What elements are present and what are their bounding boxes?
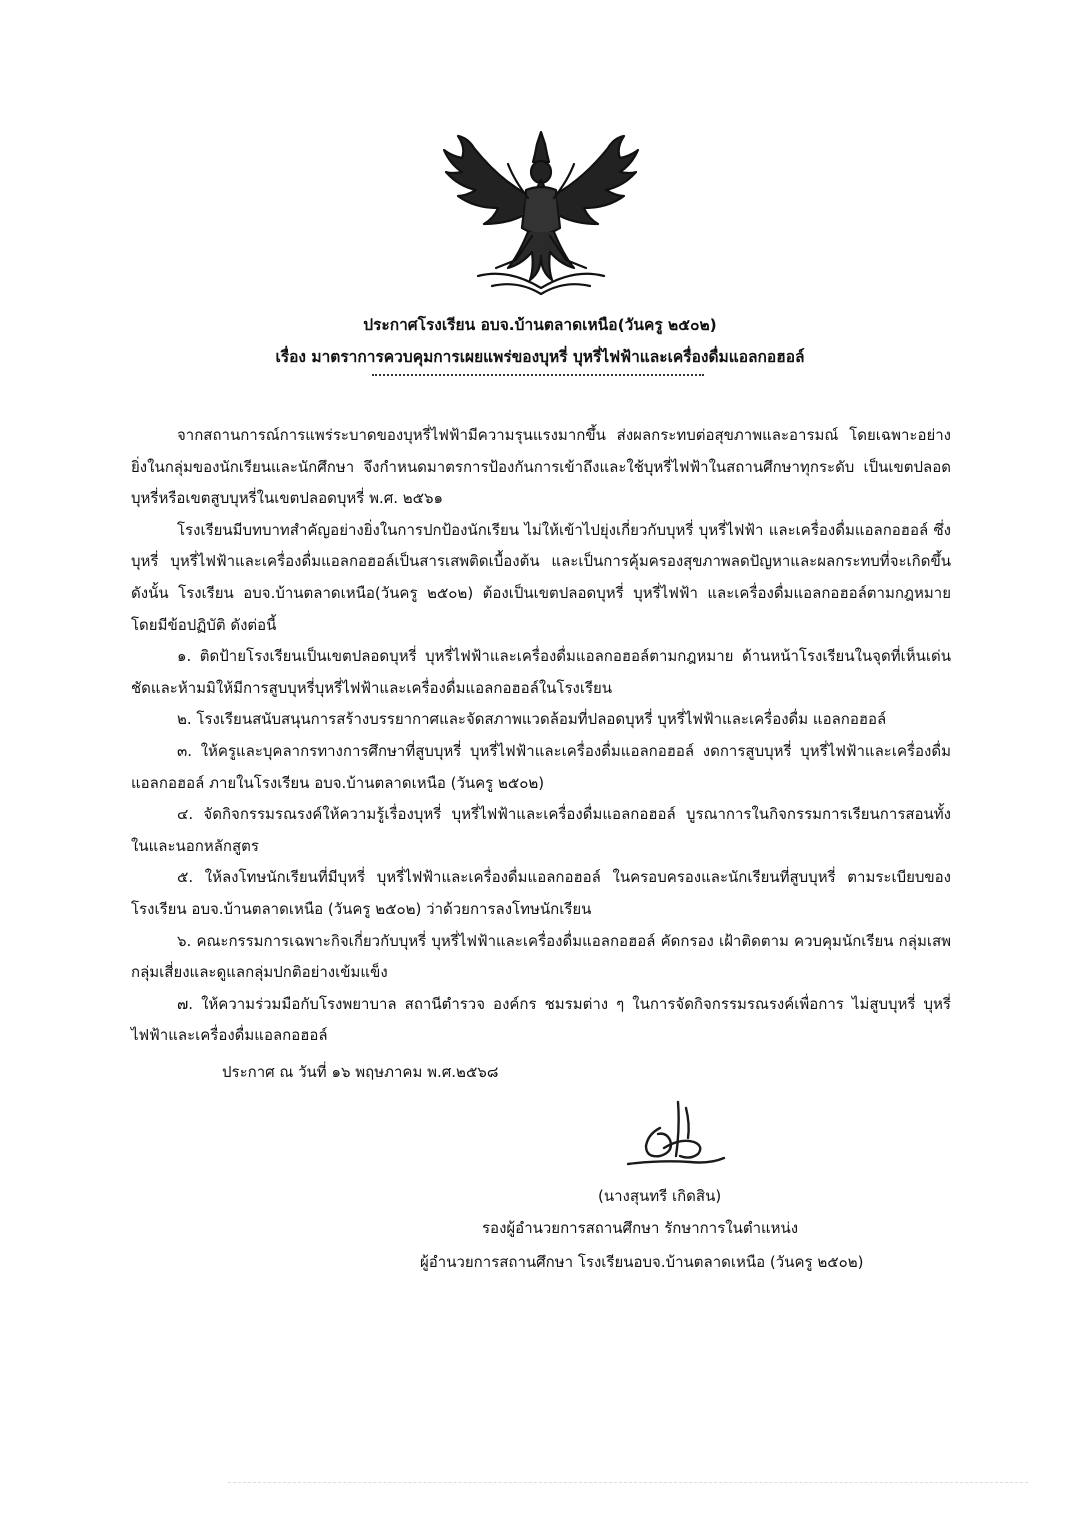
garuda-emblem-icon	[438, 128, 644, 298]
measure-item-7: ๗. ให้ความร่วมมือกับโรงพยาบาล สถานีตำรวจ องค์กร ชมรมต่าง ๆ ในการจัดกิจกรรมรณรงค์เพื่อการ ไม่สูบบุหรี่ บุหรี่ไฟฟ้าและเครื่องดื่มแอลกอฮอล์	[131, 994, 951, 1045]
announcement-date: ประกาศ ณ วันที่ ๑๖ พฤษภาคม พ.ศ.๒๕๖๘	[222, 1063, 499, 1081]
role-paragraph: โรงเรียนมีบทบาทสำคัญอย่างยิ่งในการปกป้องนักเรียน ไม่ให้เข้าไปยุ่งเกี่ยวกับบุหรี่ บุหรี่ไฟฟ้า และเครื่องดื่มแอลกอฮอล์ ซึ่งบุหรี่ บุหรี่ไฟฟ้าและเครื่องดื่มแอลกอฮอล์เป็นสารเสพติดเบื้องต้น และเป็นการคุ้มครองสุขภาพลดปัญหาและผลกระทบที่จะเกิดขึ้น ดังนั้น โรงเรียน อบจ.บ้านตลาดเหนือ(วันครู ๒๕๐๒) ต้องเป็นเขตปลอดบุหรี่ บุหรี่ไฟฟ้า และเครื่องดื่มแอลกอฮอล์ตามกฎหมาย โดยมีข้อปฏิบัติ ดังต่อนี้	[131, 520, 951, 634]
signer-name: (นางสุนทรี เกิดสิน)	[598, 1187, 722, 1205]
announcement-subject: เรื่อง มาตราการควบคุมการเผยแพร่ของบุหรี่ บุหรี่ไฟฟ้าและเครื่องดื่มแอลกอฮอล์	[275, 348, 805, 366]
handwritten-signature	[620, 1098, 730, 1182]
signer-position-director: ผู้อำนวยการสถานศึกษา โรงเรียนอบจ.บ้านตลาดเหนือ (วันครู ๒๕๐๒)	[420, 1253, 864, 1271]
dotted-divider	[372, 374, 704, 376]
announcement-body	[131, 420, 951, 1052]
announcement-title: ประกาศโรงเรียน อบจ.บ้านตลาดเหนือ(วันครู ๒๕๐๒)	[363, 316, 717, 334]
signer-position: รองผู้อำนวยการสถานศึกษา รักษาการในตำแหน่ง	[482, 1219, 799, 1237]
measure-item-5: ๕. ให้ลงโทษนักเรียนที่มีบุหรี่ บุหรี่ไฟฟ้าและเครื่องดื่มแอลกอฮอล์ ในครอบครองและนักเรียนที่สูบบุหรี่ ตามระเบียบของโรงเรียน อบจ.บ้านตลาดเหนือ (วันครู ๒๕๐๒) ว่าด้วยการลงโทษนักเรียน	[131, 868, 951, 918]
measure-item-3: ๓. ให้ครูและบุคลากรทางการศึกษาที่สูบบุหรี่ บุหรี่ไฟฟ้าและเครื่องดื่มแอลกอฮอล์ งดการสูบบุหรี่ บุหรี่ไฟฟ้าและเครื่องดื่มแอลกอฮอล์ ภายในโรงเรียน อบจ.บ้านตลาดเหนือ (วันครู ๒๕๐๒)	[131, 741, 951, 792]
intro-paragraph: จากสถานการณ์การแพร่ระบาดของบุหรี่ไฟฟ้ามีความรุนแรงมากขึ้น ส่งผลกระทบต่อสุขภาพและอารมณ์ โดยเฉพาะอย่างยิ่งในกลุ่มของนักเรียนและนักศึกษา จึงกำหนดมาตรการป้องกันการเข้าถึงและใช้บุหรี่ไฟฟ้าในสถานศึกษาทุกระดับ เป็นเขตปลอดบุหรี่หรือเขตสูบบุหรี่ในเขตปลอดบุหรี่ พ.ศ. ๒๕๖๑	[131, 426, 951, 508]
measure-item-2: ๒. โรงเรียนสนับสนุนการสร้างบรรยากาศและจัดสภาพแวดล้อมที่ปลอดบุหรี่ บุหรี่ไฟฟ้าและเครื่องดื่ม แอลกอฮอล์	[177, 710, 887, 729]
measure-item-1: ๑. ติดป้ายโรงเรียนเป็นเขตปลอดบุหรี่ บุหรี่ไฟฟ้าและเครื่องดื่มแอลกอฮอล์ตามกฎหมาย ด้านหน้าโรงเรียนในจุดที่เห็นเด่นชัดและห้ามมิให้มีการสูบบุหรี่บุหรี่ไฟฟ้าและเครื่องดื่มแอลกอฮอล์ในโรงเรียน	[131, 647, 951, 697]
measure-item-6: ๖. คณะกรรมการเฉพาะกิจเกี่ยวกับบุหรี่ บุหรี่ไฟฟ้าและเครื่องดื่มแอลกอฮอล์ คัดกรอง เฝ้าติดตาม ควบคุมนักเรียน กลุ่มเสพ กลุ่มเสี่ยงและดูแลกลุ่มปกติอย่างเข้มแข็ง	[131, 931, 951, 982]
scan-edge-line	[228, 1482, 1028, 1483]
measure-item-4: ๔. จัดกิจกรรมรณรงค์ให้ความรู้เรื่องบุหรี่ บุหรี่ไฟฟ้าและเครื่องดื่มแอลกอฮอล์ บูรณาการในกิจกรรมการเรียนการสอนทั้งในและนอกหลักสูตร	[131, 805, 951, 855]
